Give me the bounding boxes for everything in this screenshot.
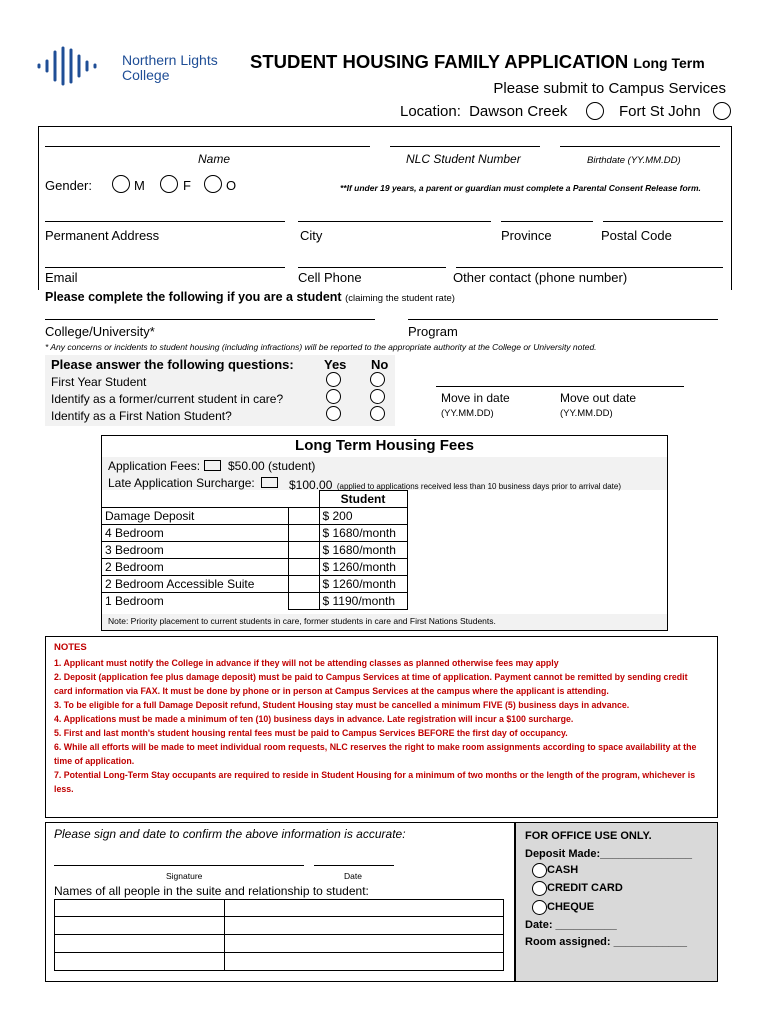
no-column-label: No — [371, 357, 389, 372]
city-field[interactable] — [298, 221, 491, 222]
office-use-title: FOR OFFICE USE ONLY. — [525, 830, 652, 842]
submit-instruction: Please submit to Campus Services — [493, 80, 726, 97]
fee-row-label: 2 Bedroom Accessible Suite — [102, 576, 288, 593]
in-care-yes-radio[interactable] — [326, 389, 341, 404]
date-field[interactable] — [314, 865, 394, 866]
occupant-relationship-cell[interactable] — [225, 899, 504, 917]
cell-phone-field[interactable] — [298, 267, 446, 268]
fee-row-label: 1 Bedroom — [102, 593, 288, 610]
late-fee-checkbox[interactable] — [261, 477, 278, 488]
fee-row — [102, 576, 407, 593]
occupant-relationship-cell[interactable] — [225, 935, 504, 953]
signature-field[interactable] — [54, 865, 304, 866]
notes-list — [54, 656, 706, 796]
room-assigned-label: Room assigned: ____________ — [525, 936, 688, 948]
fee-row-label: 3 Bedroom — [102, 542, 288, 559]
fee-row-checkbox[interactable] — [288, 525, 319, 542]
fee-row-price: $ 1680/month — [319, 542, 407, 559]
cell-phone-label: Cell Phone — [298, 270, 362, 285]
province-label: Province — [501, 228, 552, 243]
address-field[interactable] — [45, 221, 285, 222]
note-item: 1. Applicant must notify the College in advance if they will not be attending classes as planned otherwise fees may apply — [54, 658, 559, 668]
fee-row — [102, 525, 407, 542]
occupant-name-cell[interactable] — [54, 935, 225, 953]
fee-row — [102, 508, 407, 525]
location-row — [400, 103, 567, 120]
question-in-care: Identify as a former/current student in care? — [51, 392, 284, 406]
first-year-yes-radio[interactable] — [326, 372, 341, 387]
gender-o-radio[interactable] — [204, 175, 222, 193]
notes-title: NOTES — [54, 642, 87, 653]
signature-prompt: Please sign and date to confirm the above information is accurate: — [54, 827, 406, 841]
credit-card-radio[interactable] — [532, 881, 547, 896]
fee-row-checkbox[interactable] — [288, 559, 319, 576]
fees-title: Long Term Housing Fees — [295, 437, 474, 454]
occupants-label: Names of all people in the suite and relationship to student: — [54, 884, 369, 898]
fee-row-label: Damage Deposit — [102, 508, 288, 525]
postal-code-label: Postal Code — [601, 228, 672, 243]
fee-row-price: $ 1260/month — [319, 559, 407, 576]
occupant-relationship-cell[interactable] — [225, 917, 504, 935]
fee-row-checkbox[interactable] — [288, 508, 319, 525]
occupant-name-cell[interactable] — [54, 899, 225, 917]
occupant-name-cell[interactable] — [54, 953, 225, 971]
app-fee-checkbox[interactable] — [204, 460, 221, 471]
email-field[interactable] — [45, 267, 285, 268]
move-dates-field[interactable] — [436, 386, 684, 387]
question-first-nation: Identify as a First Nation Student? — [51, 409, 232, 423]
note-item: 2. Deposit (application fee plus damage deposit) must be paid to Campus Services at time of application. Payment cannot be remitted by sending credit card information via FAX. It must be done by phone or in person at Campus Services at the campus where the applicant is attending. — [54, 672, 688, 696]
fees-table — [102, 490, 408, 610]
fee-row — [102, 542, 407, 559]
student-column-header: Student — [319, 491, 407, 508]
location-dawson-creek-label: Dawson Creek — [469, 103, 568, 120]
fee-row-checkbox[interactable] — [288, 542, 319, 559]
logo-line1: Northern Lights — [122, 52, 218, 68]
gender-m-label: M — [134, 178, 145, 193]
gender-o-label: O — [226, 178, 237, 193]
gender-m-radio[interactable] — [112, 175, 130, 193]
move-out-format: (YY.MM.DD) — [560, 408, 613, 419]
postal-code-field[interactable] — [603, 221, 723, 222]
fee-row-label: 2 Bedroom — [102, 559, 288, 576]
cash-radio[interactable] — [532, 863, 547, 878]
first-nation-yes-radio[interactable] — [326, 406, 341, 421]
applicant-info-section — [38, 126, 732, 290]
app-fee-label: Application Fees: — [108, 459, 201, 473]
occupant-name-cell[interactable] — [54, 917, 225, 935]
email-label: Email — [45, 270, 78, 285]
other-contact-label: Other contact (phone number) — [453, 270, 628, 285]
late-fee-value: $100.00 — [289, 478, 333, 492]
note-item: 7. Potential Long-Term Stay occupants are required to reside in Student Housing for a minimum of two months or the length of the program, whichever is less. — [54, 770, 696, 794]
fee-row — [102, 559, 407, 576]
minor-consent-note: **If under 19 years, a parent or guardian must complete a Parental Consent Release form. — [340, 183, 701, 193]
fees-note: Note: Priority placement to current students in care, former students in care and First Nations Students. — [108, 616, 496, 626]
cheque-radio[interactable] — [532, 900, 547, 915]
fee-row-price: $ 200 — [319, 508, 407, 525]
fees-grid — [102, 490, 408, 610]
title-text: STUDENT HOUSING FAMILY APPLICATION — [250, 51, 629, 72]
student-number-field[interactable] — [390, 146, 540, 147]
fee-row-price: $ 1680/month — [319, 525, 407, 542]
birthdate-field[interactable] — [560, 146, 720, 147]
logo-line2: College — [122, 67, 170, 83]
other-contact-field[interactable] — [456, 267, 723, 268]
location-label: Location: — [400, 103, 461, 120]
fee-row — [102, 593, 407, 610]
logo-text — [122, 53, 218, 83]
first-nation-no-radio[interactable] — [370, 406, 385, 421]
province-field[interactable] — [501, 221, 593, 222]
move-in-format: (YY.MM.DD) — [441, 408, 494, 419]
fee-row-label: 4 Bedroom — [102, 525, 288, 542]
college-logo — [36, 44, 108, 88]
move-out-label: Move out date — [560, 391, 637, 405]
college-label: College/University* — [45, 324, 155, 339]
note-item: 4. Applications must be made a minimum of ten (10) business days in advance. Late registration will incur a $100 surcharge. — [54, 714, 574, 724]
note-item: 3. To be eligible for a full Damage Deposit refund, Student Housing stay must be cancelled a minimum FIVE (5) business days in advance. — [54, 700, 630, 710]
address-label: Permanent Address — [45, 228, 160, 243]
location-fort-st-john-radio[interactable] — [713, 102, 731, 120]
note-item: 6. While all efforts will be made to meet individual room requests, NLC reserves the right to make room assignments according to space availability at the time of application. — [54, 742, 697, 766]
fee-row-price: $ 1260/month — [319, 576, 407, 593]
first-year-no-radio[interactable] — [370, 372, 385, 387]
gender-f-label: F — [183, 178, 191, 193]
student-section-heading — [45, 290, 455, 304]
app-fee-value: $50.00 (student) — [228, 459, 316, 473]
gender-label: Gender: — [45, 178, 92, 193]
student-number-label: NLC Student Number — [406, 152, 521, 166]
incident-footnote: * Any concerns or incidents to student housing (including infractions) will be reported to the appropriate authority at the College or University noted. — [45, 342, 597, 352]
questions-heading: Please answer the following questions: — [51, 357, 294, 372]
yes-column-label: Yes — [324, 357, 347, 372]
location-fort-st-john-label: Fort St John — [619, 103, 701, 120]
date-label: Date — [344, 871, 362, 881]
fee-row-checkbox[interactable] — [288, 593, 319, 610]
fees-header-row — [102, 491, 407, 508]
program-field[interactable] — [408, 319, 718, 320]
question-first-year: First Year Student — [51, 375, 147, 389]
cash-label: CASH — [547, 864, 579, 876]
student-heading-note: (claiming the student rate) — [345, 293, 455, 304]
page-title — [250, 51, 705, 73]
program-label: Program — [408, 324, 458, 339]
late-fee-note: (applied to applications received less than 10 business days prior to arrival date) — [336, 482, 621, 491]
college-field[interactable] — [45, 319, 375, 320]
city-label: City — [300, 228, 323, 243]
gender-f-radio[interactable] — [160, 175, 178, 193]
deposit-made-label: Deposit Made:_______________ — [525, 848, 692, 860]
late-fee-label: Late Application Surcharge: — [108, 476, 255, 490]
location-dawson-creek-radio[interactable] — [586, 102, 604, 120]
title-term: Long Term — [633, 55, 705, 71]
office-date-label: Date: __________ — [525, 919, 617, 931]
birthdate-label: Birthdate (YY.MM.DD) — [587, 155, 681, 166]
cheque-label: CHEQUE — [547, 901, 595, 913]
fee-row-checkbox[interactable] — [288, 576, 319, 593]
credit-card-label: CREDIT CARD — [547, 882, 623, 894]
move-in-label: Move in date — [441, 391, 510, 405]
name-field[interactable] — [45, 146, 370, 147]
logo-bars-icon — [36, 44, 108, 88]
note-item: 5. First and last month's student housing rental fees must be paid to Campus Services BEFORE the first day of occupancy. — [54, 728, 568, 738]
signature-label: Signature — [166, 871, 203, 881]
fee-row-price: $ 1190/month — [319, 593, 407, 610]
name-label: Name — [198, 152, 231, 166]
in-care-no-radio[interactable] — [370, 389, 385, 404]
student-heading-text: Please complete the following if you are a student — [45, 290, 342, 304]
